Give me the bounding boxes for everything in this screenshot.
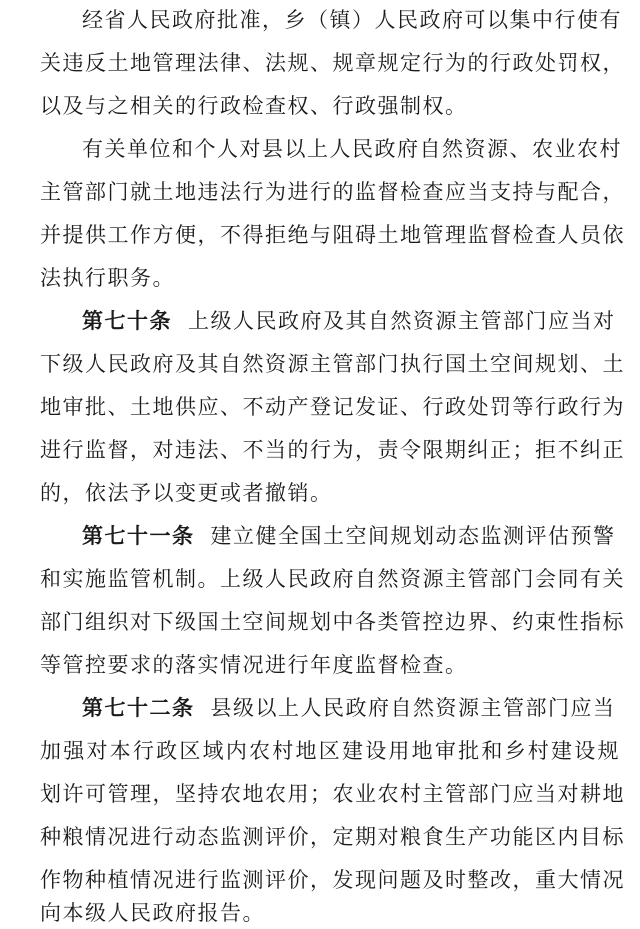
paragraph-line: 向本级人民政府报告。 [40,901,265,925]
paragraph-line: 法执行职务。 [40,266,175,290]
article-first-line [82,305,622,337]
article-text: 建立健全国土空间规划动态监测评估预警 [210,524,616,548]
article-number: 第七十一条 [82,524,195,548]
paragraph-line: 进行监督，对违法、不当的行为，责令限期纠正；拒不纠正 [40,438,625,462]
paragraph-line: 有关单位和个人对县以上人民政府自然资源、农业农村 [82,137,622,161]
article-text: 上级人民政府及其自然资源主管部门应当对 [188,309,616,333]
paragraph-line: 经省人民政府批准，乡（镇）人民政府可以集中行使有 [82,8,622,32]
paragraph-line: 等管控要求的落实情况进行年度监督检查。 [40,653,468,677]
paragraph-line: 划许可管理，坚持农地农用；农业农村主管部门应当对耕地 [40,782,625,806]
paragraph-line: 下级人民政府及其自然资源主管部门执行国土空间规划、土 [40,352,625,376]
paragraph-line: 和实施监管机制。上级人民政府自然资源主管部门会同有关 [40,567,625,591]
article-number: 第七十条 [82,309,172,333]
paragraph-line: 种粮情况进行动态监测评价，定期对粮食生产功能区内目标 [40,825,625,849]
paragraph-line: 加强对本行政区域内农村地区建设用地审批和乡村建设规 [40,739,620,763]
article-number: 第七十二条 [82,696,195,720]
article-text: 县级以上人民政府自然资源主管部门应当 [210,696,616,720]
article-first-line [82,692,622,724]
paragraph-line: 并提供工作方便，不得拒绝与阻碍土地管理监督检查人员依 [40,223,625,247]
paragraph-line: 作物种植情况进行监测评价，发现问题及时整改，重大情况 [40,868,625,892]
article-first-line [82,520,622,552]
paragraph-line: 以及与之相关的行政检查权、行政强制权。 [40,94,468,118]
paragraph-line: 主管部门就土地违法行为进行的监督检查应当支持与配合， [40,180,625,204]
paragraph-line: 地审批、土地供应、不动产登记发证、行政处罚等行政行为 [40,395,625,419]
paragraph-line: 关违反土地管理法律、法规、规章规定行为的行政处罚权， [40,51,625,75]
paragraph-line: 的，依法予以变更或者撤销。 [40,481,333,505]
paragraph-line: 部门组织对下级国土空间规划中各类管控边界、约束性指标 [40,610,625,634]
